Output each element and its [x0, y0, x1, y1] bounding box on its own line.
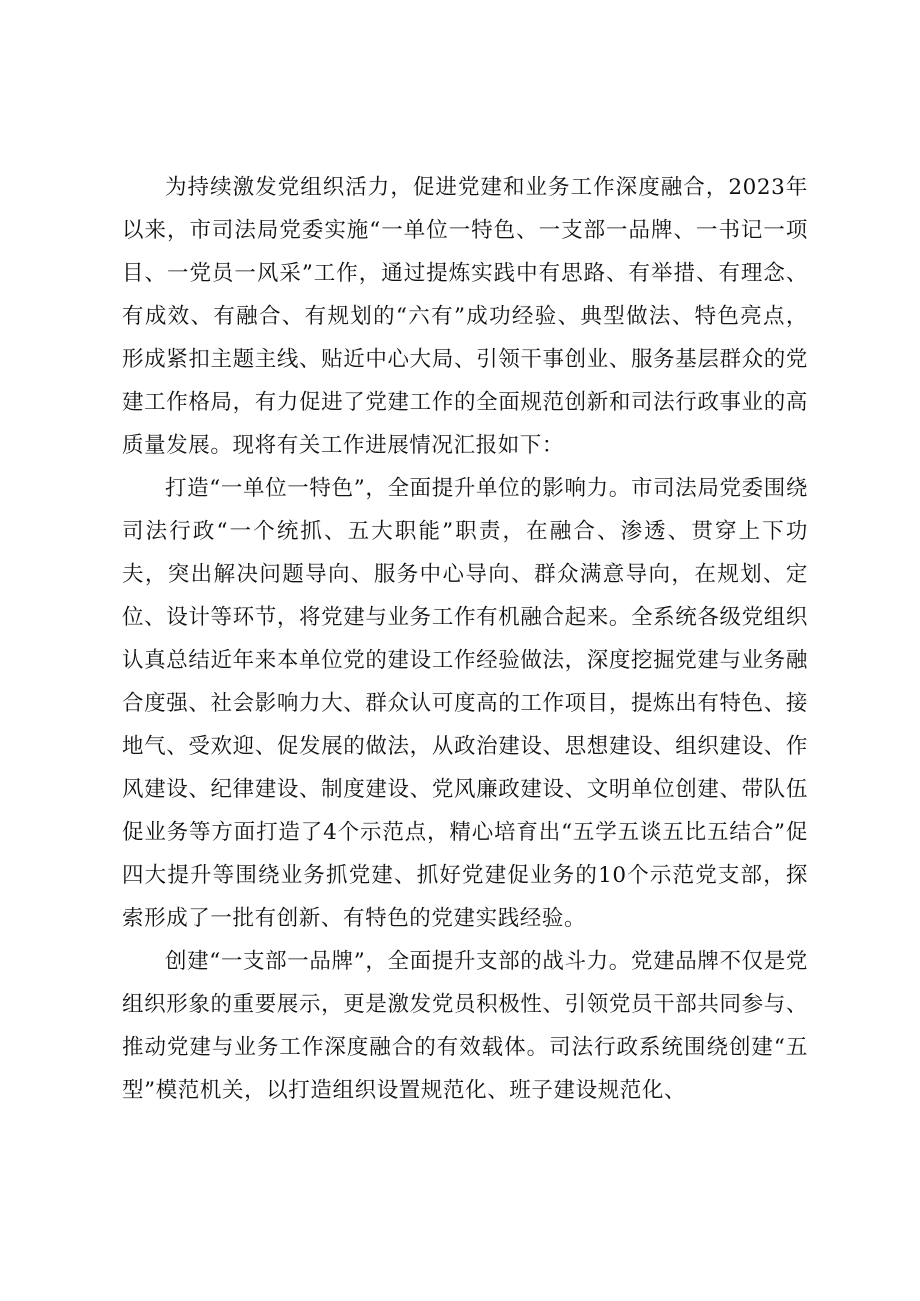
paragraph-branch-brand: 创建“一支部一品牌”，全面提升支部的战斗力。党建品牌不仅是党组织形象的重要展示，更是激发党员积极性、引领党员干部共同参与、推动党建与业务工作深度融合的有效载体。司法行政系统围绕创建“五型”模范机关，以打造组织设置规范化、班子建设规范化、 [122, 949, 808, 1103]
document-body [122, 166, 808, 1112]
paragraph-intro: 为持续激发党组织活力，促进党建和业务工作深度融合，2023年以来，市司法局党委实施“一单位一特色、一支部一品牌、一书记一项目、一党员一风采”工作，通过提炼实践中有思路、有举措、有理念、有成效、有融合、有规划的“六有”成功经验、典型做法、特色亮点，形成紧扣主题主线、贴近中心大局、引领干事创业、服务基层群众的党建工作格局，有力促进了党建工作的全面规范创新和司法行政事业的高质量发展。现将有关工作进展情况汇报如下： [122, 175, 808, 458]
paragraph-unit-feature: 打造“一单位一特色”，全面提升单位的影响力。市司法局党委围绕司法行政“一个统抓、五大职能”职责，在融合、渗透、贯穿上下功夫，突出解决问题导向、服务中心导向、群众满意导向，在规划、定位、设计等环节，将党建与业务工作有机融合起来。全系统各级党组织认真总结近年来本单位党的建设工作经验做法，深度挖掘党建与业务融合度强、社会影响力大、群众认可度高的工作项目，提炼出有特色、接地气、受欢迎、促发展的做法，从政治建设、思想建设、组织建设、作风建设、纪律建设、制度建设、党风廉政建设、文明单位创建、带队伍促业务等方面打造了4个示范点，精心培育出“五学五谈五比五结合”促四大提升等围绕业务抓党建、抓好党建促业务的10个示范党支部，探索形成了一批有创新、有特色的党建实践经验。 [122, 476, 808, 931]
